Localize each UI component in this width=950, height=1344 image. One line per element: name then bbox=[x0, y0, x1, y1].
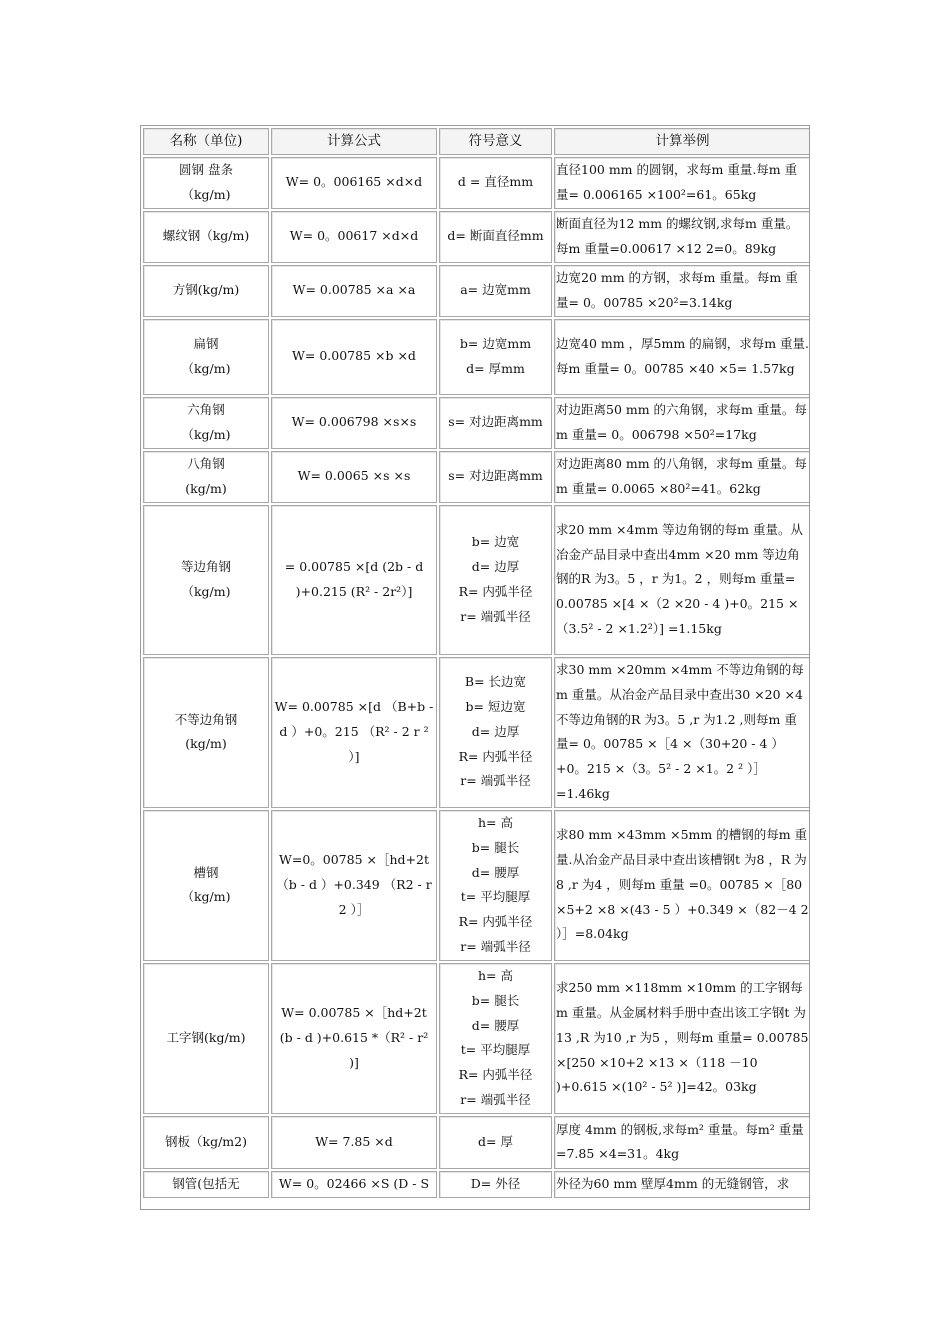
cell-symbols bbox=[439, 657, 552, 808]
cell-symbols bbox=[439, 265, 552, 317]
cell-symbols bbox=[439, 397, 552, 449]
header-name: 名称（单位) bbox=[143, 128, 269, 155]
table-row bbox=[143, 657, 810, 808]
symbol-item: b= 边宽mm bbox=[459, 336, 532, 351]
cell-example: 厚度 4mm 的钢板,求每m² 重量。每m² 重量=7.85 ×4=31。4kg bbox=[554, 1116, 810, 1169]
cell-symbols bbox=[439, 319, 552, 395]
cell-formula: W= 0。00617 ×d×d bbox=[271, 211, 437, 263]
cell-formula: W= 0.00785 ×[d （B+b - d ）+0。215 （R² - 2 r ² ）] bbox=[271, 657, 437, 808]
table-row bbox=[143, 157, 810, 209]
cell-formula: W= 0.00785 ×a ×a bbox=[271, 265, 437, 317]
symbol-item: r= 端弧半径 bbox=[460, 1091, 531, 1107]
cell-symbols bbox=[439, 810, 552, 961]
symbol-item: s= 对边距离mm bbox=[448, 468, 543, 484]
cell-symbols bbox=[439, 211, 552, 263]
symbol-item: R= 内弧半径 bbox=[458, 914, 533, 930]
cell-example: 边宽40 mm ，厚5mm 的扁钢，求每m 重量.每m 重量= 0。00785 ×40 ×5= 1.57kg bbox=[554, 319, 810, 395]
symbol-item: b= 腿长 bbox=[471, 992, 520, 1008]
table-row bbox=[143, 319, 810, 395]
cell-name: 等边角钢 （kg/m) bbox=[143, 505, 269, 655]
cell-formula: W= 0.006798 ×s×s bbox=[271, 397, 437, 449]
header-example: 计算举例 bbox=[554, 128, 810, 155]
cell-formula: W=0。00785 ×［hd+2t （b - d ）+0.349 （R2 - r 2 ）］ bbox=[271, 810, 437, 961]
symbol-item: r= 端弧半径 bbox=[460, 773, 531, 789]
symbol-item: d= 断面直径mm bbox=[447, 228, 544, 244]
table-row bbox=[143, 397, 810, 449]
cell-symbols bbox=[439, 451, 552, 503]
cell-name: 扁钢 （kg/m) bbox=[143, 319, 269, 395]
cell-example: 求250 mm ×118mm ×10mm 的工字钢每m 重量。从金属材料手册中查出该工字钢t 为13 ,R 为10 ,r 为5 ，则每m 重量= 0.00785 ×[250 ×10+2 ×13 ×（118 －10 )+0.615 ×(10² - 5² )]=42。03kg bbox=[554, 963, 810, 1114]
symbol-item: r= 端弧半径 bbox=[460, 608, 531, 624]
symbol-item: R= 内弧半径 bbox=[458, 748, 533, 764]
symbol-item: d= 边厚 bbox=[471, 723, 520, 739]
symbol-item: d= 腰厚 bbox=[471, 1017, 520, 1033]
cell-name: 六角钢 （kg/m) bbox=[143, 397, 269, 449]
symbol-item: h= 高 bbox=[478, 814, 513, 830]
symbol-item: t= 平均腿厚 bbox=[460, 1042, 531, 1058]
symbol-item: h= 高 bbox=[478, 967, 513, 983]
symbol-item: R= 内弧半径 bbox=[458, 1067, 533, 1083]
cell-example: 求30 mm ×20mm ×4mm 不等边角钢的每m 重量。从冶金产品目录中查出30 ×20 ×4 不等边角钢的R 为3。5 ,r 为1.2 ,则每m 重量= 0。00785 ×［4 ×（30+20 - 4 ）+0。215 ×（3。5² - 2 ×1。2 ² ）］=1.46kg bbox=[554, 657, 810, 808]
table-row bbox=[143, 451, 810, 503]
cell-formula: W= 0.00785 ×b ×d bbox=[271, 319, 437, 395]
table-row bbox=[143, 810, 810, 961]
cell-name: 工字钢(kg/m) bbox=[143, 963, 269, 1114]
header-formula: 计算公式 bbox=[271, 128, 437, 155]
cell-symbols bbox=[439, 157, 552, 209]
symbol-item: a= 边宽mm bbox=[460, 282, 531, 298]
table-row bbox=[143, 505, 810, 655]
symbol-item: b= 短边宽 bbox=[465, 699, 526, 715]
cell-example: 外径为60 mm 壁厚4mm 的无缝钢管，求 bbox=[554, 1171, 810, 1198]
cell-formula: = 0.00785 ×[d (2b - d )+0.215 (R² - 2r²）] bbox=[271, 505, 437, 655]
symbol-item: b= 腿长 bbox=[471, 839, 520, 855]
cell-name: 八角钢 (kg/m) bbox=[143, 451, 269, 503]
cell-symbols bbox=[439, 963, 552, 1114]
cell-name: 钢管(包括无 bbox=[143, 1171, 269, 1198]
cell-example: 对边距离80 mm 的八角钢，求每m 重量。每m 重量= 0.0065 ×80²=41。62kg bbox=[554, 451, 810, 503]
cell-symbols bbox=[439, 1171, 552, 1198]
cell-example: 断面直径为12 mm 的螺纹钢,求每m 重量。每m 重量=0.00617 ×12 2=0。89kg bbox=[554, 211, 810, 263]
steel-weight-table bbox=[141, 126, 810, 1200]
cell-name: 钢板（kg/m2) bbox=[143, 1116, 269, 1169]
symbol-item: R= 内弧半径 bbox=[458, 583, 533, 599]
cell-example: 对边距离50 mm 的六角钢，求每m 重量。每m 重量= 0。006798 ×50²=17kg bbox=[554, 397, 810, 449]
symbol-item: d= 边厚 bbox=[471, 559, 520, 574]
table-row bbox=[143, 963, 810, 1114]
cell-name: 槽钢 （kg/m) bbox=[143, 810, 269, 961]
symbol-item: d= 厚 bbox=[478, 1133, 513, 1149]
symbol-item: s= 对边距离mm bbox=[448, 414, 543, 430]
steel-weight-table-container bbox=[140, 125, 810, 1210]
cell-formula: W= 7.85 ×d bbox=[271, 1116, 437, 1169]
table-row bbox=[143, 1171, 810, 1198]
symbol-item: r= 端弧半径 bbox=[460, 938, 531, 954]
cell-formula: W= 0.0065 ×s ×s bbox=[271, 451, 437, 503]
cell-example: 求80 mm ×43mm ×5mm 的槽钢的每m 重量.从冶金产品目录中查出该槽钢t 为8 ，R 为8 ,r 为4 ，则每m 重量 =0。00785 ×［80 ×5+2 ×8 ×(43 - 5 ）+0.349 ×（82－4 2 ）］=8.04kg bbox=[554, 810, 810, 961]
header-symbols: 符号意义 bbox=[439, 128, 552, 155]
table-row bbox=[143, 265, 810, 317]
cell-symbols bbox=[439, 1116, 552, 1169]
cell-example: 直径100 mm 的圆钢，求每m 重量.每m 重量= 0.006165 ×100²=61。65kg bbox=[554, 157, 810, 209]
cell-formula: W= 0。02466 ×S (D - S bbox=[271, 1171, 437, 1198]
symbol-item: d= 厚mm bbox=[466, 360, 525, 376]
table-row bbox=[143, 1116, 810, 1169]
cell-name: 圆钢 盘条 （kg/m) bbox=[143, 157, 269, 209]
symbol-item: b= 边宽 bbox=[471, 534, 520, 550]
symbol-item: B= 长边宽 bbox=[464, 674, 527, 690]
symbol-item: d= 腰厚 bbox=[471, 864, 520, 880]
symbol-item: t= 平均腿厚 bbox=[460, 889, 531, 905]
cell-example: 边宽20 mm 的方钢，求每m 重量。每m 重量= 0。00785 ×20²=3.14kg bbox=[554, 265, 810, 317]
cell-symbols bbox=[439, 505, 552, 655]
cell-name: 螺纹钢（kg/m) bbox=[143, 211, 269, 263]
table-header-row bbox=[143, 128, 810, 155]
cell-name: 方钢(kg/m) bbox=[143, 265, 269, 317]
cell-formula: W= 0.00785 ×［hd+2t (b - d )+0.615 *（R² - r² )] bbox=[271, 963, 437, 1114]
table-row bbox=[143, 211, 810, 263]
cell-formula: W= 0。006165 ×d×d bbox=[271, 157, 437, 209]
cell-example: 求20 mm ×4mm 等边角钢的每m 重量。从冶金产品目录中查出4mm ×20 mm 等边角钢的R 为3。5 ，r 为1。2 ，则每m 重量= 0.00785 ×[4 ×（2 ×20 - 4 )+0。215 ×（3.5² - 2 ×1.2²）] =1.15kg bbox=[554, 505, 810, 655]
symbol-item: d = 直径mm bbox=[457, 174, 534, 190]
cell-name: 不等边角钢 (kg/m) bbox=[143, 657, 269, 808]
symbol-item: D= 外径 bbox=[470, 1175, 521, 1191]
